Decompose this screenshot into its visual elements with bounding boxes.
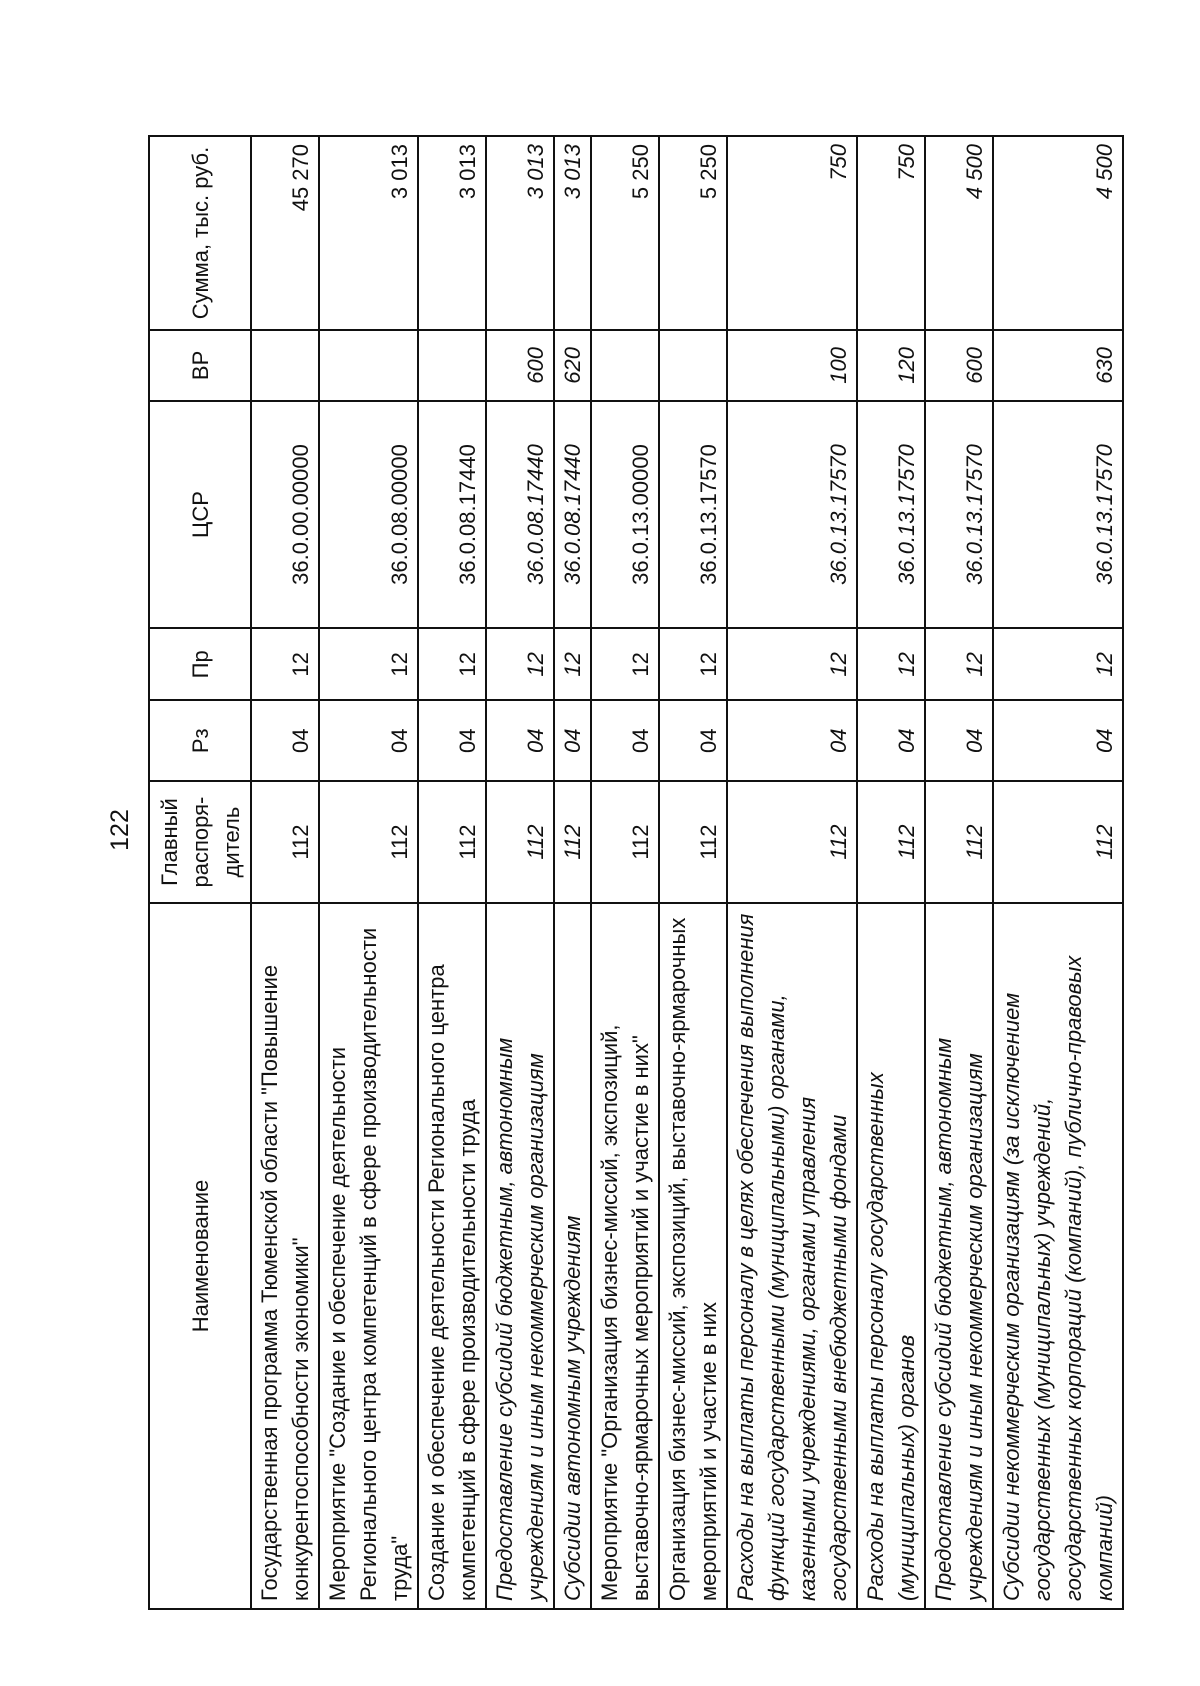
row-sum: 3 013 <box>319 136 418 330</box>
table-row <box>727 136 857 1609</box>
row-csr: 36.0.08.00000 <box>319 401 418 628</box>
row-sum: 4 500 <box>993 136 1123 330</box>
page-number: 122 <box>106 809 134 851</box>
row-sum: 3 013 <box>486 136 554 330</box>
row-rz: 04 <box>659 700 727 781</box>
row-rz: 04 <box>486 700 554 781</box>
row-sum: 45 270 <box>251 136 319 330</box>
row-rz: 04 <box>857 700 925 781</box>
row-name: Расходы на выплаты персоналу государственных (муниципальных) органов <box>857 903 925 1609</box>
row-vr <box>659 330 727 401</box>
row-csr: 36.0.00.00000 <box>251 401 319 628</box>
row-sum: 3 013 <box>418 136 486 330</box>
row-rz: 04 <box>727 700 857 781</box>
row-vr: 630 <box>993 330 1123 401</box>
table-row <box>857 136 925 1609</box>
row-name: Предоставление субсидий бюджетным, автономным учреждениям и иным некоммерческим организациям <box>486 903 554 1609</box>
row-gr: 112 <box>925 781 993 903</box>
row-vr: 120 <box>857 330 925 401</box>
header-main-manager: Главный распоря- дитель <box>149 781 251 903</box>
row-sum: 4 500 <box>925 136 993 330</box>
table-row <box>319 136 418 1609</box>
row-csr: 36.0.13.00000 <box>591 401 659 628</box>
row-name: Создание и обеспечение деятельности Регионального центра компетенций в сфере производительности труда <box>418 903 486 1609</box>
row-vr <box>319 330 418 401</box>
row-sum: 750 <box>727 136 857 330</box>
row-gr: 112 <box>486 781 554 903</box>
row-name: Государственная программа Тюменской области "Повышение конкурентоспособности экономики" <box>251 903 319 1609</box>
row-pr: 12 <box>727 628 857 700</box>
table-header-row <box>149 136 251 1609</box>
row-csr: 36.0.08.17440 <box>554 401 591 628</box>
row-csr: 36.0.08.17440 <box>418 401 486 628</box>
row-pr: 12 <box>319 628 418 700</box>
row-pr: 12 <box>418 628 486 700</box>
row-sum: 5 250 <box>659 136 727 330</box>
row-gr: 112 <box>993 781 1123 903</box>
header-name: Наименование <box>149 903 251 1609</box>
row-csr: 36.0.13.17570 <box>857 401 925 628</box>
budget-table <box>148 135 1124 1610</box>
row-pr: 12 <box>251 628 319 700</box>
row-pr: 12 <box>591 628 659 700</box>
budget-table-container <box>148 135 1117 1610</box>
row-sum: 5 250 <box>591 136 659 330</box>
table-row <box>925 136 993 1609</box>
row-name: Расходы на выплаты персоналу в целях обеспечения выполнения функций государственными (муниципальными) органами, казенными учреждениями, органами управления государственными внебюджетными фондами <box>727 903 857 1609</box>
row-gr: 112 <box>727 781 857 903</box>
row-rz: 04 <box>591 700 659 781</box>
table-row <box>418 136 486 1609</box>
header-rz: Рз <box>149 700 251 781</box>
row-pr: 12 <box>993 628 1123 700</box>
row-rz: 04 <box>554 700 591 781</box>
header-csr: ЦСР <box>149 401 251 628</box>
row-vr <box>418 330 486 401</box>
table-row <box>591 136 659 1609</box>
row-vr: 100 <box>727 330 857 401</box>
row-name: Мероприятие "Создание и обеспечение деятельности Регионального центра компетенций в сфере производительности труда" <box>319 903 418 1609</box>
row-name: Мероприятие "Организация бизнес-миссий, экспозиций, выставочно-ярмарочных мероприятий и участие в них" <box>591 903 659 1609</box>
row-csr: 36.0.13.17570 <box>727 401 857 628</box>
row-csr: 36.0.08.17440 <box>486 401 554 628</box>
row-name: Предоставление субсидий бюджетным, автономным учреждениям и иным некоммерческим организациям <box>925 903 993 1609</box>
row-gr: 112 <box>554 781 591 903</box>
row-pr: 12 <box>486 628 554 700</box>
row-csr: 36.0.13.17570 <box>925 401 993 628</box>
row-gr: 112 <box>251 781 319 903</box>
row-pr: 12 <box>925 628 993 700</box>
row-vr: 600 <box>486 330 554 401</box>
table-row <box>554 136 591 1609</box>
row-gr: 112 <box>659 781 727 903</box>
row-name: Субсидии автономным учреждениям <box>554 903 591 1609</box>
row-rz: 04 <box>418 700 486 781</box>
row-csr: 36.0.13.17570 <box>659 401 727 628</box>
row-pr: 12 <box>659 628 727 700</box>
row-sum: 750 <box>857 136 925 330</box>
table-row <box>993 136 1123 1609</box>
row-vr <box>251 330 319 401</box>
row-rz: 04 <box>993 700 1123 781</box>
header-pr: Пр <box>149 628 251 700</box>
row-vr <box>591 330 659 401</box>
row-pr: 12 <box>554 628 591 700</box>
row-name: Организация бизнес-миссий, экспозиций, выставочно-ярмарочных мероприятий и участие в них <box>659 903 727 1609</box>
row-rz: 04 <box>925 700 993 781</box>
header-vr: ВР <box>149 330 251 401</box>
row-csr: 36.0.13.17570 <box>993 401 1123 628</box>
row-name: Субсидии некоммерческим организациям (за исключением государственных (муниципальных) учреждений, государственных корпораций (компаний), публично-правовых компаний) <box>993 903 1123 1609</box>
row-pr: 12 <box>857 628 925 700</box>
row-rz: 04 <box>319 700 418 781</box>
row-vr: 600 <box>925 330 993 401</box>
table-row <box>659 136 727 1609</box>
row-sum: 3 013 <box>554 136 591 330</box>
table-row <box>251 136 319 1609</box>
row-rz: 04 <box>251 700 319 781</box>
header-sum: Сумма, тыс. руб. <box>149 136 251 330</box>
row-gr: 112 <box>857 781 925 903</box>
table-row <box>486 136 554 1609</box>
row-gr: 112 <box>591 781 659 903</box>
row-gr: 112 <box>418 781 486 903</box>
row-vr: 620 <box>554 330 591 401</box>
row-gr: 112 <box>319 781 418 903</box>
